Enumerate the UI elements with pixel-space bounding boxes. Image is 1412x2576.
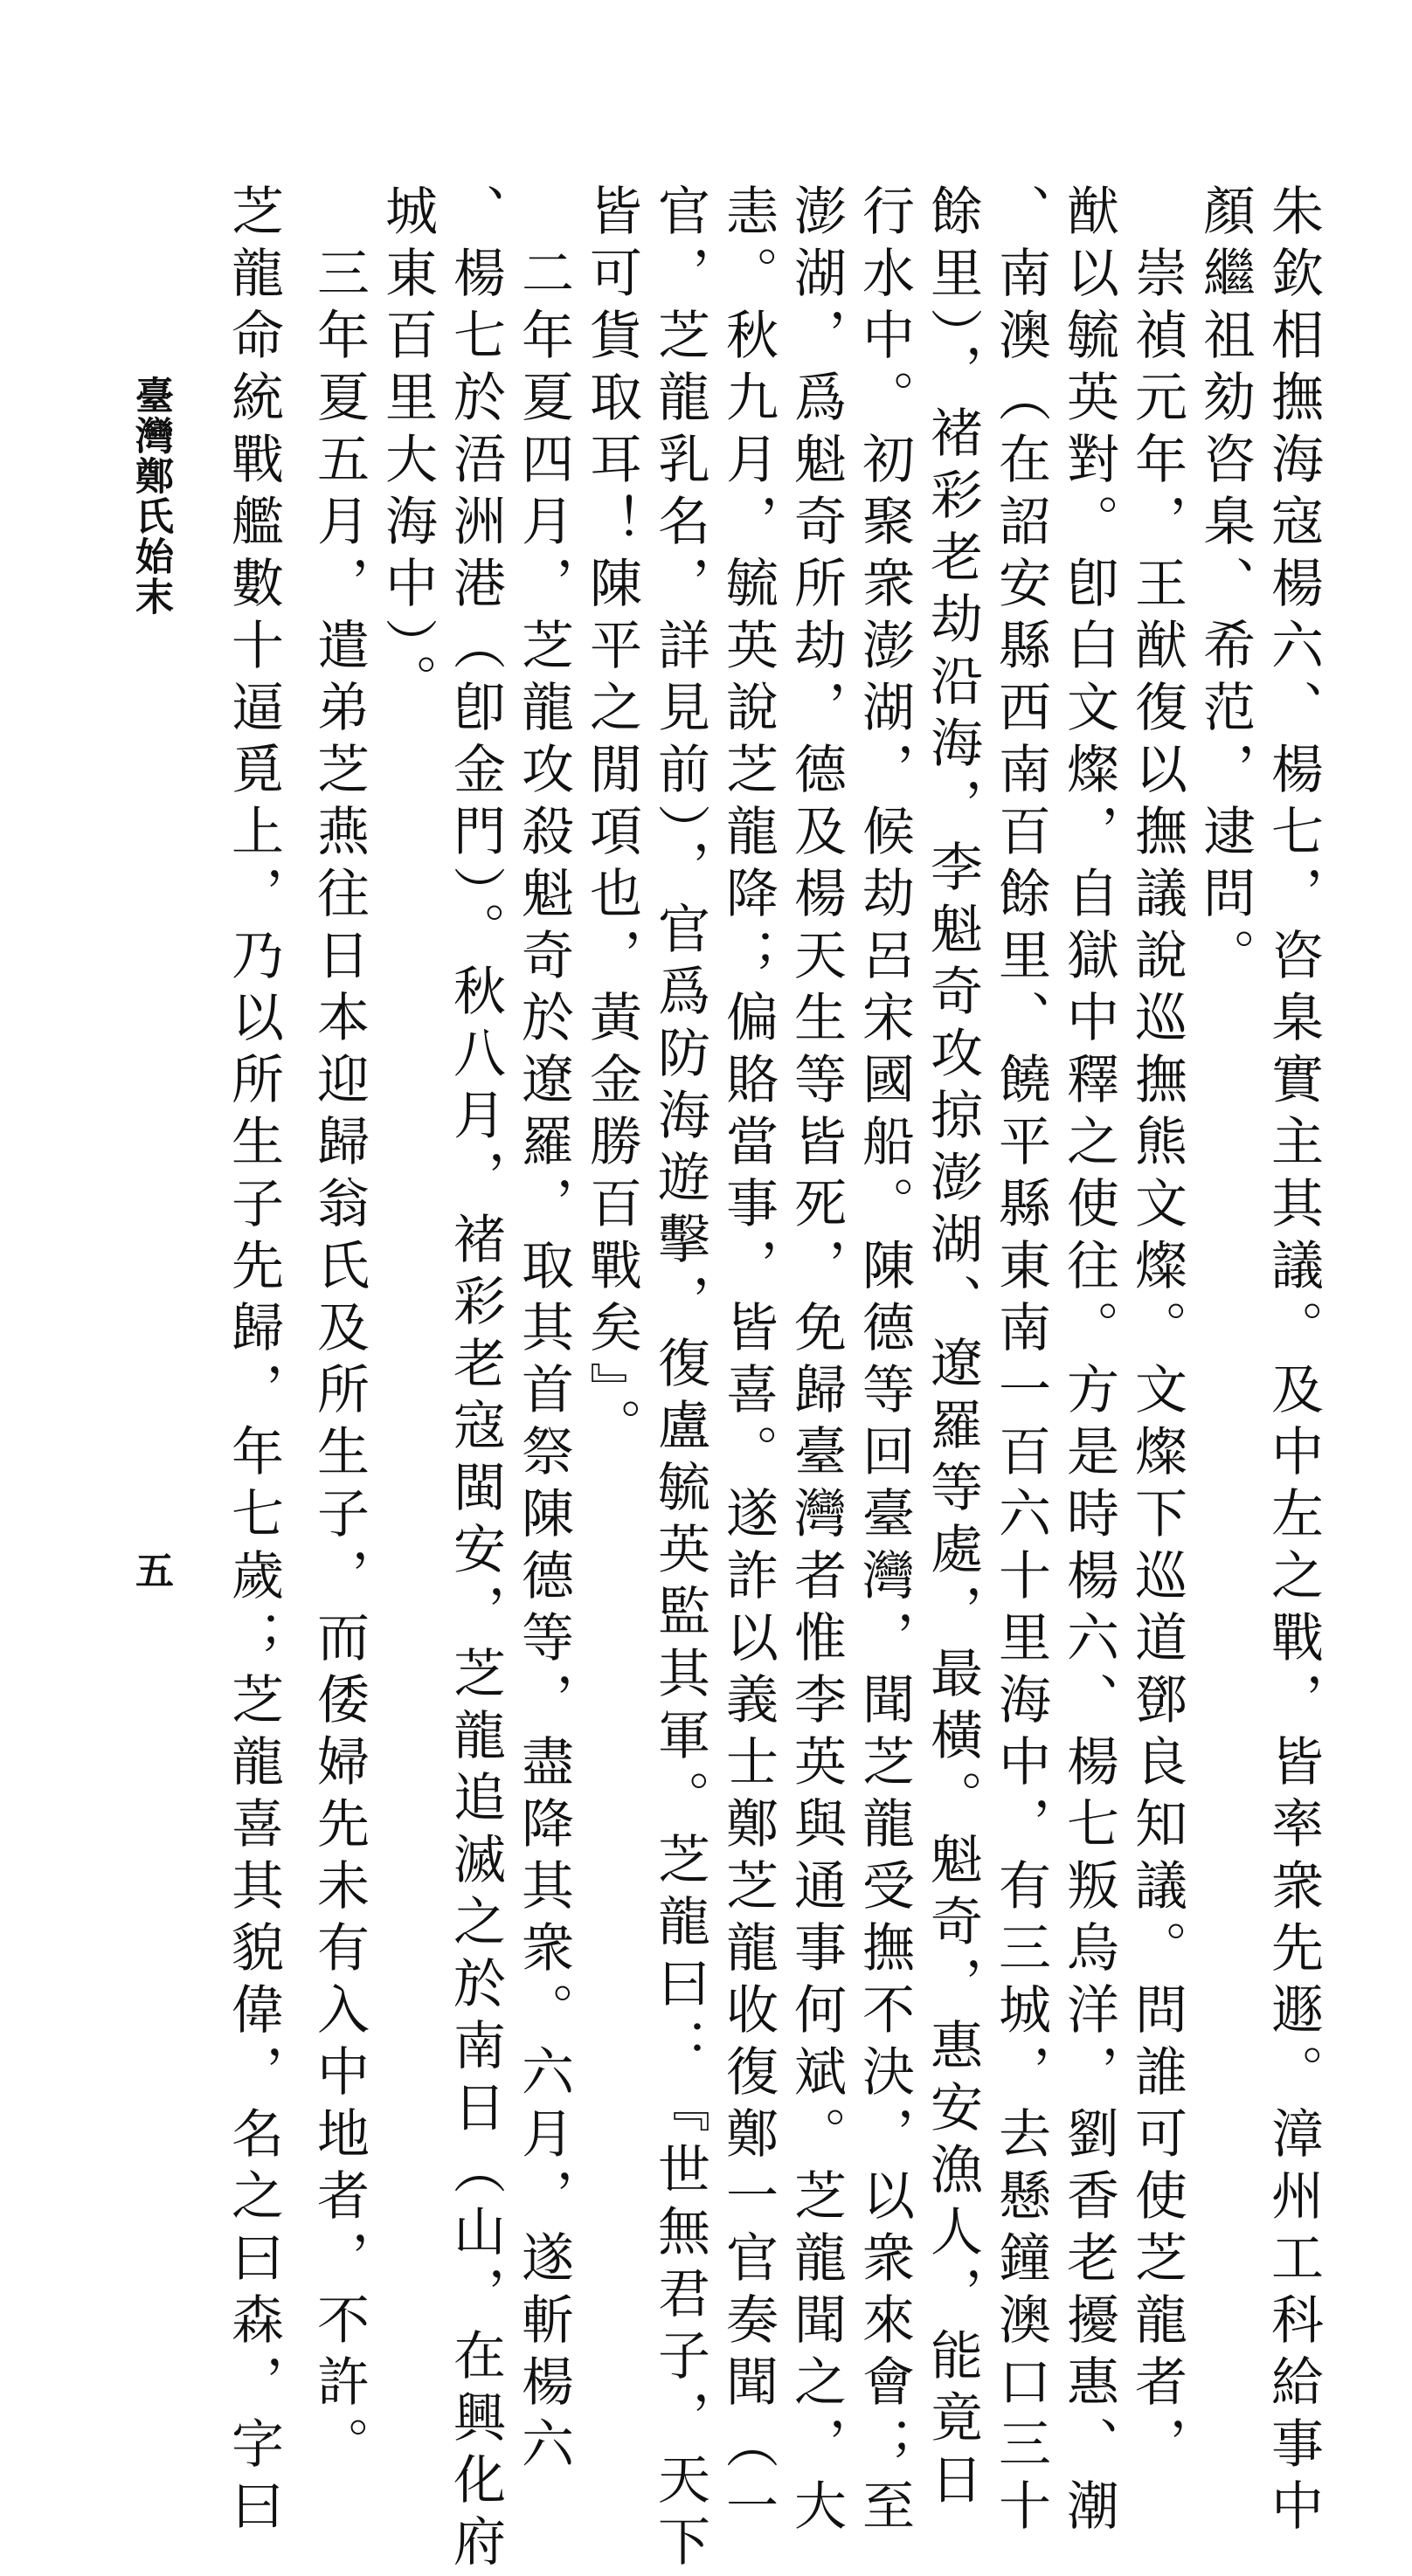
page-number: 五: [128, 1550, 173, 1591]
text-column: 三年夏五月，遣弟芝燕往日本迎歸翁氏及所生子，而倭婦先未有入中地者，不許。: [308, 183, 370, 2478]
text-column: 崇禎元年，王猷復以撫議說巡撫熊文燦。文燦下巡道鄧良知議。問誰可使芝龍者，: [1126, 183, 1187, 2478]
text-column: 顏繼祖劾咨臬、希范，逮問。: [1194, 183, 1256, 990]
text-column: 城東百里大海中）。: [377, 183, 438, 715]
text-column: 澎湖，爲魁奇所劫，德及楊天生等皆死，免歸臺灣者惟李英與通事何斌。芝龍聞之，大: [786, 183, 847, 2540]
text-column: 餘里），褚彩老劫沿海，李魁奇攻掠澎湖、遼羅等處，最橫。魁奇，惠安漁人，能竟日: [922, 183, 983, 2514]
text-column: 猷以毓英對。卽白文燦，自獄中釋之使往。方是時楊六、楊七叛烏洋，劉香老擾惠、潮: [1058, 183, 1119, 2540]
text-column: 二年夏四月，芝龍攻殺魁奇於遼羅，取其首祭陳德等，盡降其衆。六月，遂斬楊六: [513, 183, 574, 2478]
text-column: 恚。秋九月，毓英說芝龍降；偏賂當事，皆喜。遂詐以義士鄭芝龍收復鄭一官奏聞（一: [717, 183, 779, 2540]
text-column: 、南澳（在詔安縣西南百餘里、饒平縣東南一百六十里海中，有三城，去懸鐘澳口三十: [990, 183, 1051, 2540]
running-header-title: 臺灣鄭氏始末: [128, 376, 173, 617]
text-column: 、楊七於浯洲港（卽金門）。秋八月，褚彩老寇閩安，芝龍追滅之於南日（山，在興化府: [445, 183, 506, 2576]
text-column: 芝龍命統戰艦數十逼覓上，乃以所生子先歸，年七歲；芝龍喜其貌偉，名之曰森，字曰: [223, 183, 284, 2540]
text-column: 皆可貨取耳！陳平之閒項也，黃金勝百戰矣』。: [581, 183, 642, 1460]
text-column: 行水中。初聚衆澎湖，候劫呂宋國船。陳德等回臺灣，聞芝龍受撫不決，以衆來會；至: [854, 183, 915, 2540]
text-column: 官，芝龍乳名，詳見前），官爲防海遊擊，復盧毓英監其軍。芝龍曰：『世無君子，天下: [649, 183, 710, 2576]
text-column: 朱欽相撫海寇楊六、楊七，咨臬實主其議。及中左之戰，皆率衆先遯。漳州工科給事中: [1263, 183, 1324, 2540]
